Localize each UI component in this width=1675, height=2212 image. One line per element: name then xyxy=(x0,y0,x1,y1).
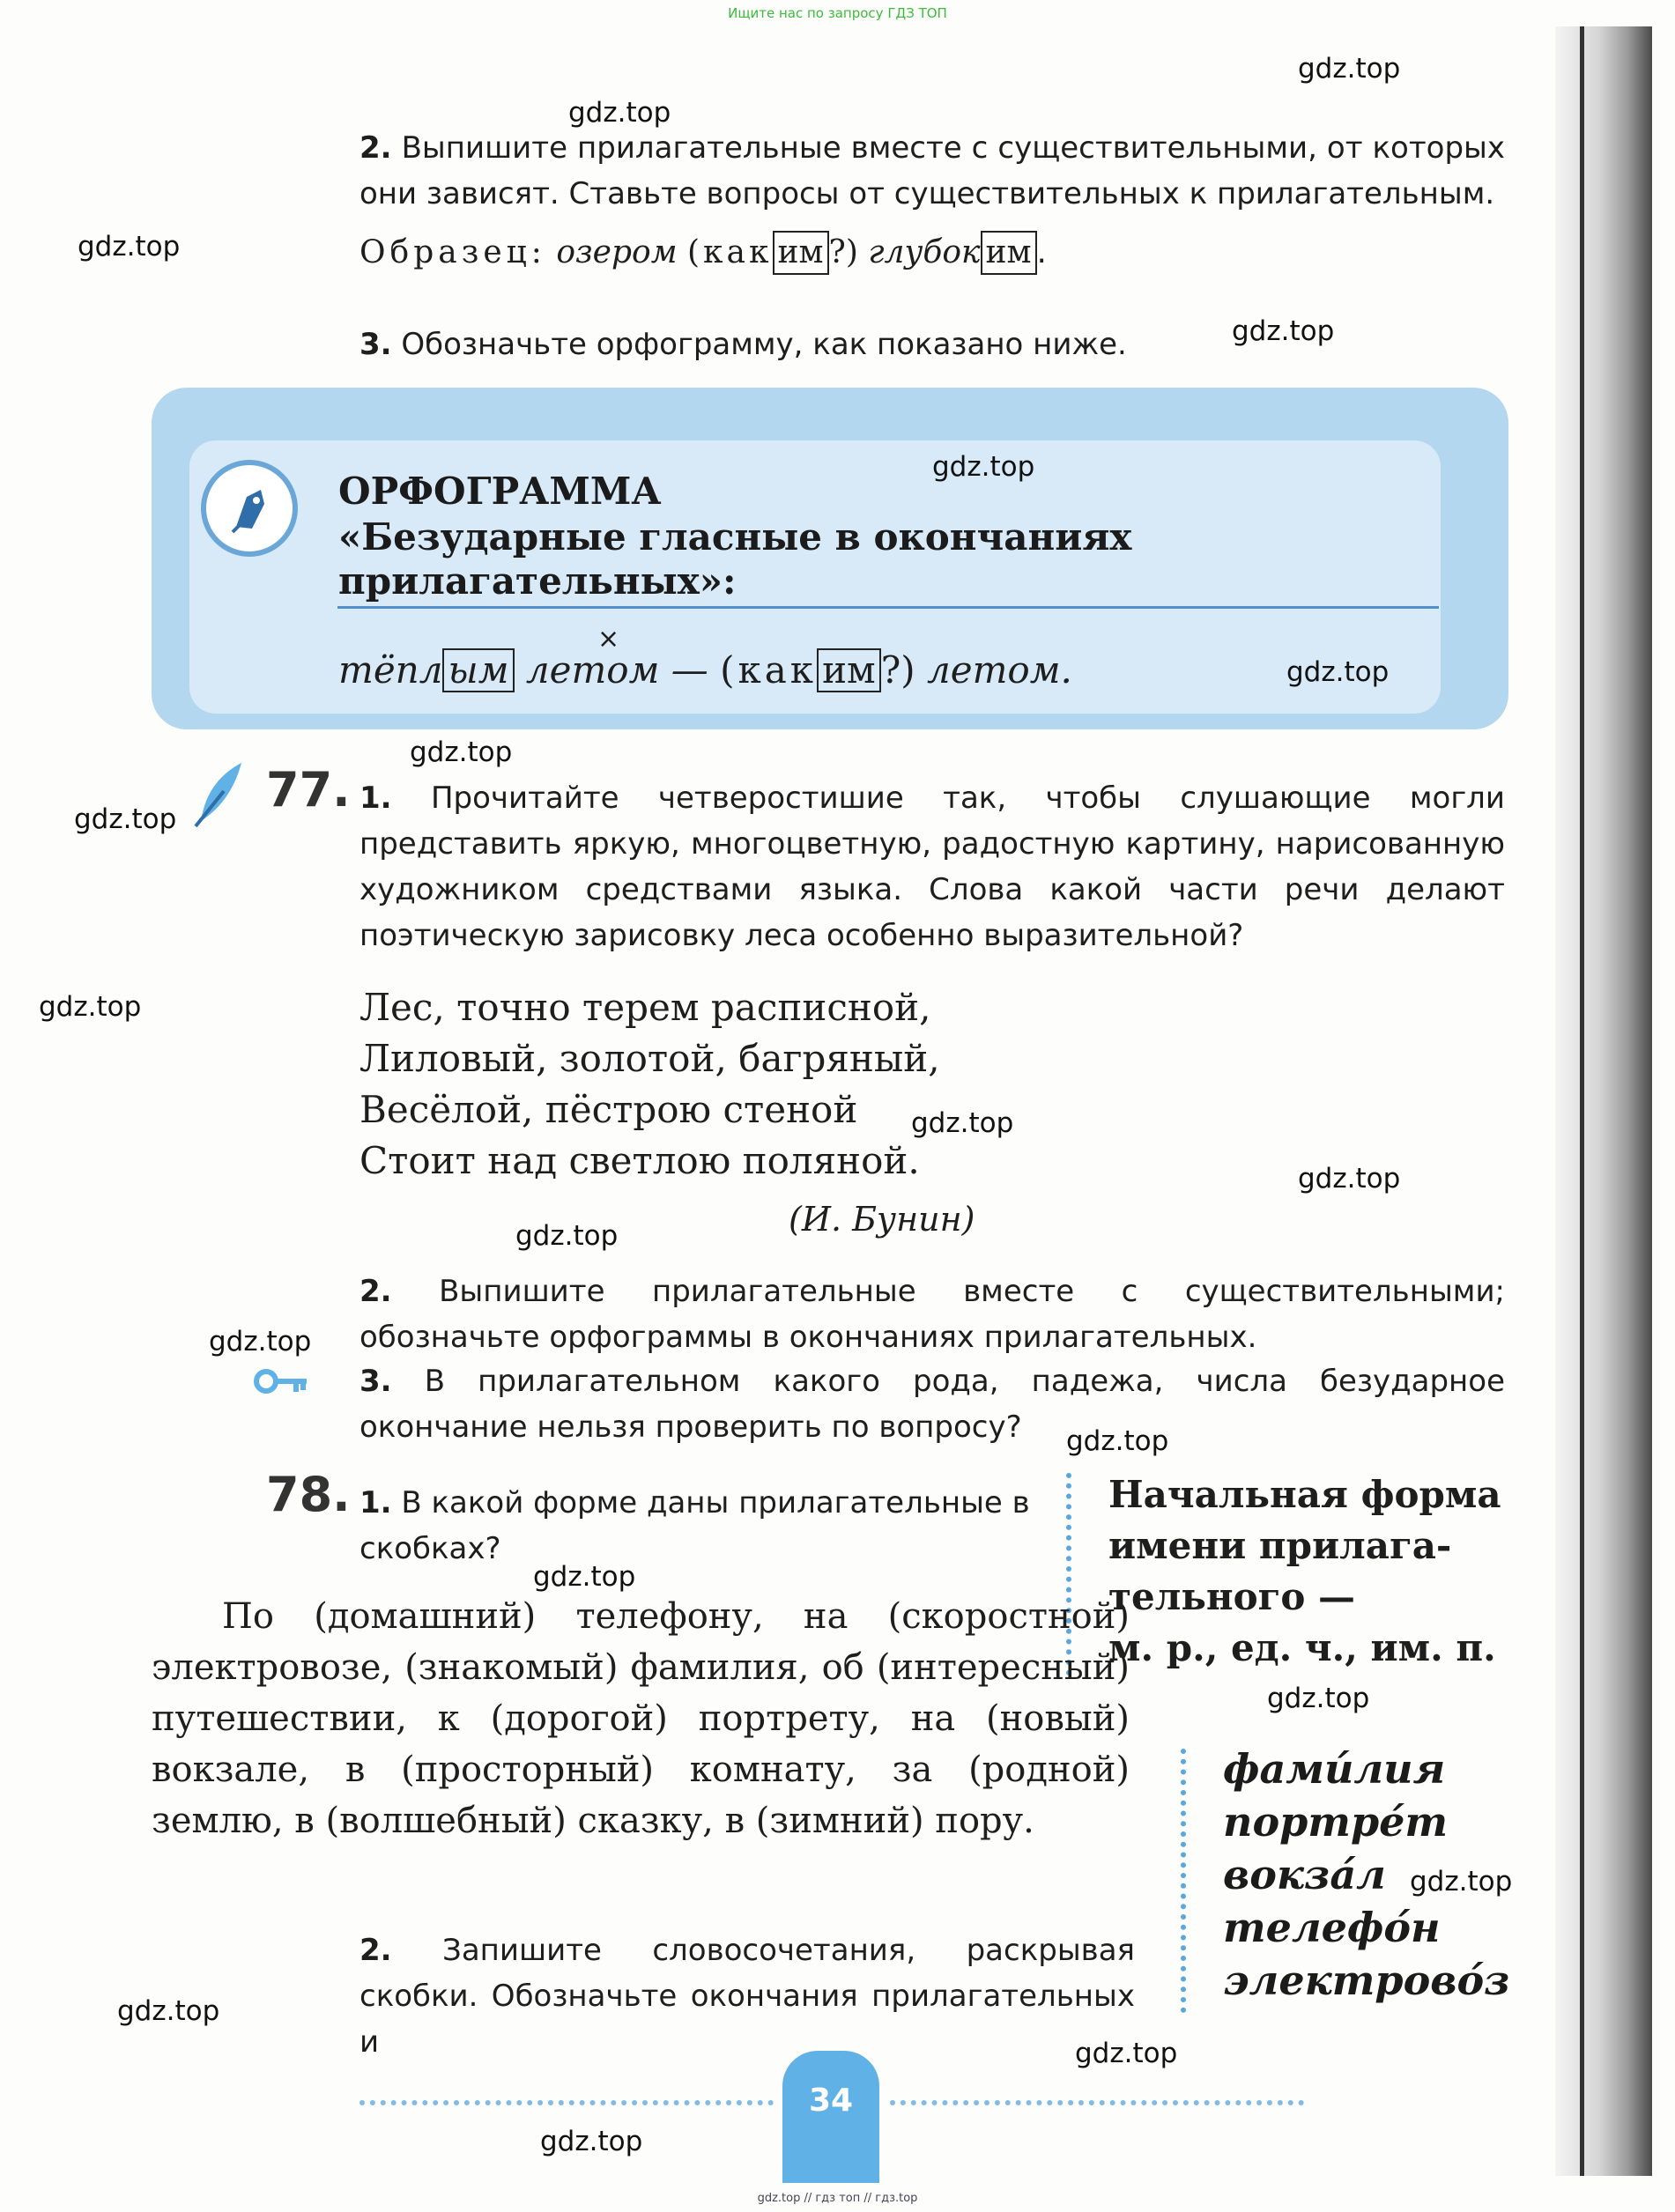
book-spine xyxy=(1555,26,1652,2176)
sample-dot: . xyxy=(1036,234,1047,270)
task-number: 2. xyxy=(359,130,392,166)
watermark: gdz.top xyxy=(515,1220,619,1252)
vocab-word: фами́лия xyxy=(1223,1745,1446,1793)
rule-example-stem: тёпл xyxy=(338,648,443,692)
watermark: gdz.top xyxy=(410,736,513,768)
watermark: gdz.top xyxy=(1286,656,1390,688)
book-spine-edge xyxy=(1580,26,1584,2176)
ex77-task3 xyxy=(359,1358,1505,1450)
vocab-word: вокза́л xyxy=(1223,1851,1386,1898)
poem xyxy=(359,982,940,1187)
watermark: gdz.top xyxy=(568,97,671,129)
watermark: gdz.top xyxy=(74,803,177,835)
task-text: В прилагательном какого рода, падежа, числа безударное окончание нельзя проверить по вопросу? xyxy=(359,1364,1506,1445)
watermark: gdz.top xyxy=(1298,53,1401,85)
ex77-task1 xyxy=(359,775,1505,958)
task-text: Обозначьте орфограмму, как показано ниже. xyxy=(401,327,1127,362)
task-text: В какой форме даны прилагательные в скобках? xyxy=(359,1485,1030,1566)
rule-divider xyxy=(337,606,1439,609)
rule-example-question-ending: им xyxy=(817,648,881,692)
watermark: gdz.top xyxy=(1066,1425,1169,1457)
task-number: 1. xyxy=(359,1485,392,1520)
watermark: gdz.top xyxy=(117,1995,220,2027)
vocab-word: портре́т xyxy=(1223,1798,1449,1846)
rule-example-question-close: ?) xyxy=(880,648,915,692)
footer-dots-right xyxy=(890,2100,1304,2105)
sample-ending-box: им xyxy=(773,231,829,275)
side-rule xyxy=(1108,1469,1505,1674)
bottom-note: gdz.top // гдз топ // гдз.top xyxy=(757,2192,918,2205)
key-icon xyxy=(254,1364,310,1402)
task-text: Выпишите прилагательные вместе с существительными; обозначьте орфограммы в окончаниях прилагательных. xyxy=(359,1274,1505,1355)
task-number: 3. xyxy=(359,1364,392,1399)
sample-word1: озером xyxy=(556,234,678,270)
poem-line: Лес, точно терем расписной, xyxy=(359,986,931,1029)
exercise-number-78: 78. xyxy=(266,1467,351,1522)
task-text: Выпишите прилагательные вместе с существительными, от которых они зависят. Ставьте вопросы от существительных к прилагательным. xyxy=(359,130,1505,211)
sample-question-open: (как xyxy=(687,234,773,270)
watermark: gdz.top xyxy=(78,231,181,263)
watermark: gdz.top xyxy=(1267,1683,1370,1714)
poem-author: (И. Бунин) xyxy=(789,1200,975,1239)
task-text: Запишите словосочетания, раскрывая скобки. Обозначьте окончания прилагательных и xyxy=(359,1933,1136,2060)
stress-mark: × xyxy=(597,624,620,655)
rule-example-noun: летом — xyxy=(525,648,708,692)
task-number: 2. xyxy=(359,1933,392,1968)
ex78-text: По (домашний) телефону, на (скоростной) электровозе, (знакомый) фамилия, об (интересный) путешествии, к (дорогой) портрету, на (новый) вокзале, в (просторный) комнату, за (родной) землю, в (волшебный) сказку, в (зимний) пору. xyxy=(152,1596,1130,1841)
vocab-word: телефо́н xyxy=(1223,1904,1441,1951)
side-rule-line: Начальная форма xyxy=(1108,1473,1501,1516)
watermark: gdz.top xyxy=(1232,315,1335,347)
watermark: gdz.top xyxy=(39,991,142,1023)
side-rule-line: м. р., ед. ч., им. п. xyxy=(1108,1626,1496,1669)
rule-example-question: (как xyxy=(720,648,818,692)
watermark: gdz.top xyxy=(540,2126,643,2157)
ex77-task2 xyxy=(359,1269,1505,1360)
watermark: gdz.top xyxy=(209,1326,312,1358)
watermark: gdz.top xyxy=(1075,2038,1178,2069)
side-rule-line: тельного — xyxy=(1108,1575,1355,1618)
sample-word2: глубок xyxy=(868,234,981,270)
page-number: 34 xyxy=(808,2083,854,2119)
sample-line xyxy=(359,231,1047,275)
vocab-border xyxy=(1181,1749,1186,2013)
watermark: gdz.top xyxy=(932,451,1035,483)
exercise-number-77: 77. xyxy=(266,762,351,817)
rule-example-ending: ым xyxy=(442,648,514,692)
watermark: gdz.top xyxy=(911,1107,1014,1139)
poem-line: Стоит над светлою поляной. xyxy=(359,1139,920,1182)
footer-dots-left xyxy=(359,2100,774,2105)
rule-title: ОРФОГРАММА xyxy=(338,470,662,513)
task2-top xyxy=(359,125,1505,217)
sample-ending-box-2: им xyxy=(981,231,1037,275)
rule-title-line2: «Безударные гласные в окончаниях xyxy=(338,515,1132,559)
ex78-task2 xyxy=(359,1927,1135,2065)
top-note: Ищите нас по запросу ГДЗ ТОП xyxy=(728,5,947,21)
watermark: gdz.top xyxy=(533,1561,636,1593)
sample-question-close: ?) xyxy=(828,234,858,270)
ex78-task1 xyxy=(359,1480,1038,1572)
task-text: Прочитайте четверостишие так, чтобы слушающие могли представить яркую, многоцветную, радостную картину, нарисованную художником средствами языка. Слова какой части речи делают поэтическую зарисовку леса особенно выразительной? xyxy=(359,780,1506,953)
sample-label: Образец: xyxy=(359,234,546,270)
task-number: 1. xyxy=(359,780,392,816)
task-number: 3. xyxy=(359,327,392,362)
poem-line: Лиловый, золотой, багряный, xyxy=(359,1037,940,1080)
pen-icon xyxy=(201,460,298,557)
watermark: gdz.top xyxy=(1410,1866,1513,1898)
rule-title-line3: прилагательных»: xyxy=(338,559,737,603)
poem-line: Весёлой, пёстрою стеной xyxy=(359,1088,858,1131)
task-number: 2. xyxy=(359,1274,392,1309)
rule-example-noun2: летом. xyxy=(927,648,1072,692)
feather-pen-icon xyxy=(189,759,250,833)
side-rule-line: имени прилага- xyxy=(1108,1524,1452,1567)
watermark: gdz.top xyxy=(1298,1163,1401,1195)
vocab-word: электрово́з xyxy=(1223,1957,1510,2004)
rule-example xyxy=(338,648,1072,692)
